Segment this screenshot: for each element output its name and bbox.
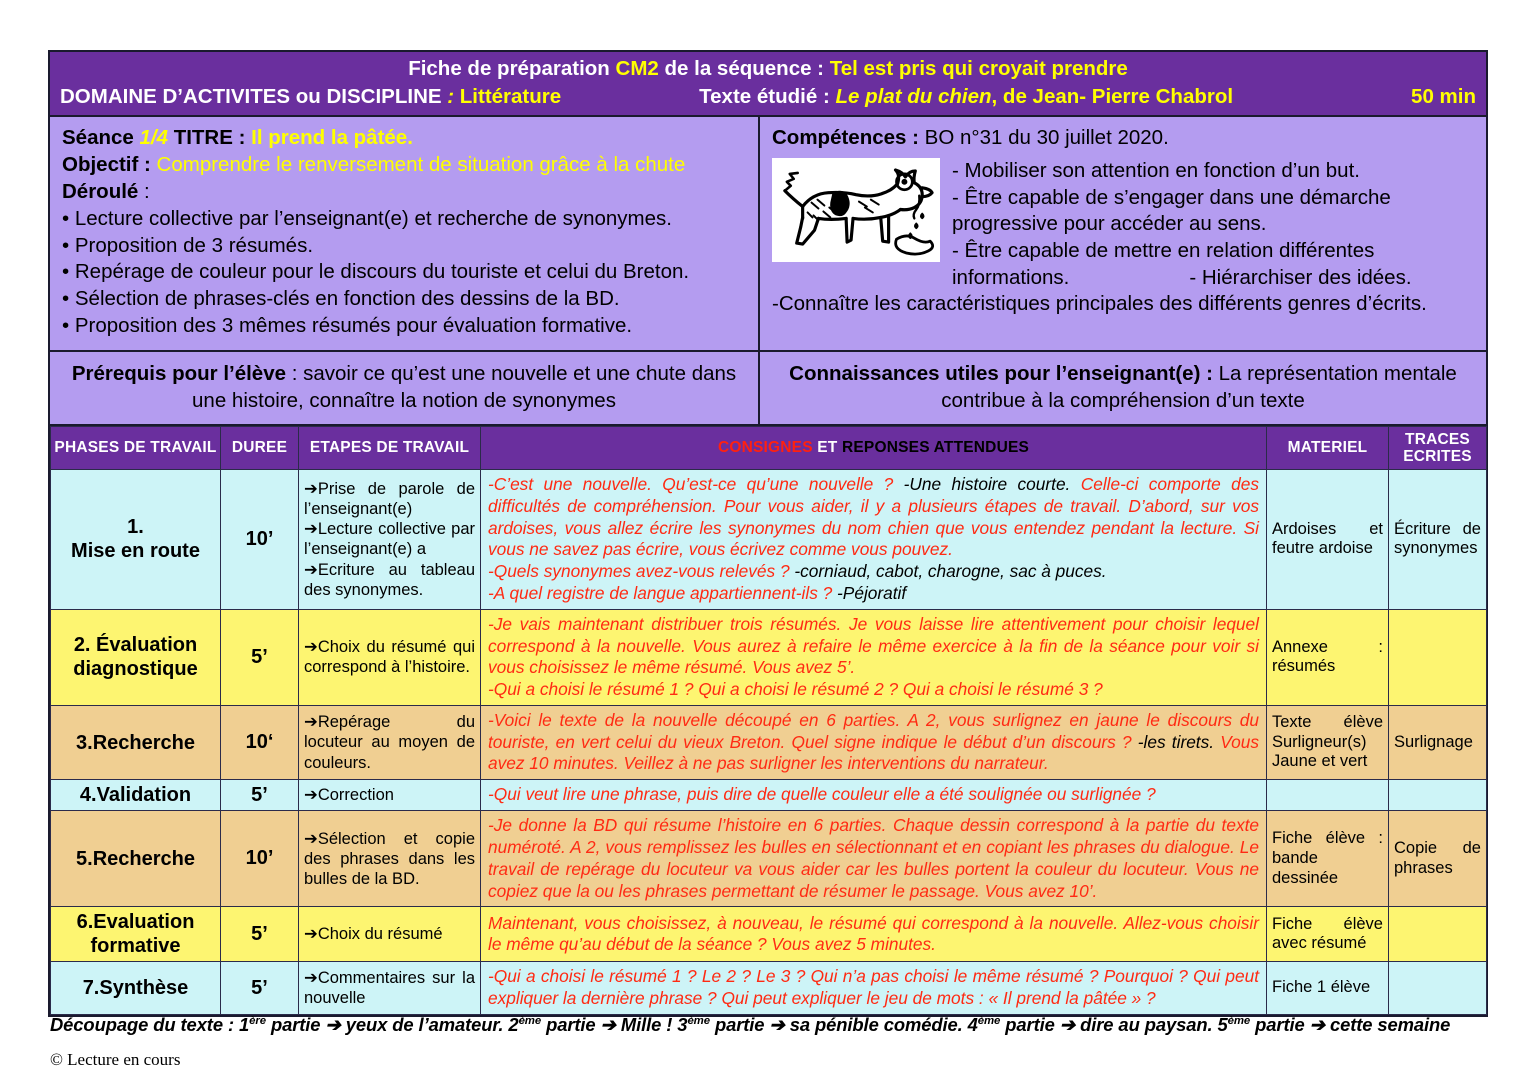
cell-etapes: ➔Commentaires sur la nouvelle	[299, 962, 481, 1015]
lesson-steps-table	[50, 426, 1487, 1015]
competence-item-split	[952, 265, 1476, 292]
title-band	[50, 52, 1486, 117]
cell-traces	[1389, 609, 1487, 705]
cell-traces	[1389, 907, 1487, 962]
cell-materiel: Texte élève Surligneur(s) Jaune et vert	[1267, 705, 1389, 779]
deroule-sep: :	[138, 179, 150, 203]
header-row	[51, 426, 1487, 469]
cell-phase: 5.Recherche	[51, 811, 221, 907]
table-row	[51, 811, 1487, 907]
prerequis-text: : savoir ce qu’est une nouvelle et une chute dans une histoire, connaître la notion de synonymes	[192, 362, 737, 413]
studied-text-author: , de Jean- Pierre Chabrol	[991, 84, 1234, 108]
cell-materiel: Fiche 1 élève	[1267, 962, 1389, 1015]
expected-answer: -corniaud, cabot, charogne, sac à puces.	[794, 561, 1107, 582]
header-consignes-black: REPONSES ATTENDUES	[842, 439, 1030, 457]
competences-body	[772, 158, 1476, 291]
header-phases: PHASES DE TRAVAIL	[51, 426, 221, 469]
competence-item: - Mobiliser son attention en fonction d’un but.	[952, 159, 1360, 183]
cell-phase: 6.Evaluation formative	[51, 907, 221, 962]
discipline-line	[60, 84, 1476, 111]
competences-list	[952, 158, 1476, 291]
header-consignes-and: ET	[812, 439, 842, 457]
footer-part: partie ➔ cette semaine	[1250, 1014, 1451, 1035]
footer-sup: ère	[249, 1014, 266, 1027]
prerequis-cell	[50, 352, 760, 424]
cell-materiel: Fiche élève avec résumé	[1267, 907, 1389, 962]
header-consignes	[481, 426, 1267, 469]
discipline-value: Littérature	[459, 84, 562, 108]
discipline-sep: :	[447, 84, 460, 108]
footer-prefix: Découpage du texte : 1	[50, 1014, 250, 1035]
cell-consignes	[481, 470, 1267, 610]
objectif-value: Comprendre le renversement de situation grâce à la chute	[156, 153, 686, 177]
competence-info-left: informations.	[952, 265, 1070, 289]
cell-consignes: -Qui a choisi le résumé 1 ? Le 2 ? Le 3 ? Qui n’a pas choisi le même résumé ? Pourquoi ? Qui peut expliquer la dernière phrase ? Qui peut expliquer le jeu de mots : « Il prend la pâtée » ?	[481, 962, 1267, 1015]
table-row	[51, 609, 1487, 705]
competences-panel	[760, 117, 1486, 350]
competence-item: progressive pour accéder au sens.	[952, 212, 1267, 236]
consigne-text: -Je vais maintenant distribuer trois résumés. Je vous laisse lire attentivement pour choisir lequel correspond à la nouvelle. Vous aurez à refaire le même exercice à la fin de la séance pour voir si vous choisissez le même résumé. Vous avez 5’.	[488, 613, 1259, 678]
cell-materiel: Fiche élève : bande dessinée	[1267, 811, 1389, 907]
cell-consignes: -Je donne la BD qui résume l’histoire en 6 parties. Chaque dessin correspond à la partie du texte numéroté. A 2, vous remplissez les bulles en sélectionnant et en copiant les phrases du dialogue. Le travail de repérage du locuteur va vous aider car les bulles portent la couleur du locuteur. Vous ne copiez que la ou les phrases permettant de résumer le passage. Vous avez 10’.	[481, 811, 1267, 907]
discipline-label: DOMAINE D’ACTIVITES ou DISCIPLINE	[60, 84, 448, 108]
cell-duree: 10‘	[221, 705, 299, 779]
lesson-plan-sheet	[48, 50, 1488, 1017]
deroule-line	[62, 179, 748, 206]
connaissances-cell	[760, 352, 1486, 424]
studied-text-group	[561, 84, 1411, 111]
cell-consignes: -Qui veut lire une phrase, puis dire de quelle couleur elle a été soulignée ou surlignée ?	[481, 780, 1267, 811]
footer-part: partie ➔ dire au paysan. 5	[1000, 1014, 1228, 1035]
cell-traces: Surlignage	[1389, 705, 1487, 779]
footer-part: partie ➔ yeux de l’amateur. 2	[265, 1014, 519, 1035]
cell-etapes: ➔Prise de parole de l’enseignant(e) ➔Lecture collective par l’enseignant(e) a ➔Ecriture au tableau des synonymes.	[299, 470, 481, 610]
cell-traces: Copie de phrases	[1389, 811, 1487, 907]
cell-traces	[1389, 780, 1487, 811]
seance-title-value: Il prend la pâtée.	[251, 126, 413, 150]
cell-etapes: ➔Correction	[299, 780, 481, 811]
footer-part: partie ➔ Mille ! 3	[541, 1014, 688, 1035]
competences-label: Compétences :	[772, 126, 925, 150]
cell-duree: 10’	[221, 470, 299, 610]
objectif-label: Objectif :	[62, 153, 157, 177]
deroule-step: • Sélection de phrases-clés en fonction des dessins de la BD.	[62, 287, 620, 311]
seance-title-line	[62, 125, 748, 152]
connaissances-label: Connaissances utiles pour l’enseignant(e) :	[789, 362, 1213, 386]
cell-etapes: ➔Repérage du locuteur au moyen de couleurs.	[299, 705, 481, 779]
cell-etapes: ➔Choix du résumé qui correspond à l’histoire.	[299, 609, 481, 705]
prerequis-label: Prérequis pour l’élève	[71, 362, 287, 386]
table-row	[51, 780, 1487, 811]
header-consignes-red: CONSIGNES	[717, 439, 813, 457]
table-header	[51, 426, 1487, 469]
sequence-title-line	[60, 56, 1476, 82]
objectif-line	[62, 152, 748, 179]
cell-etapes: ➔Choix du résumé	[299, 907, 481, 962]
consigne-text: -A quel registre de langue appartiennent-ils ?	[488, 582, 838, 603]
fiche-label: Fiche de préparation	[408, 57, 616, 80]
table-body	[51, 470, 1487, 1015]
session-duration: 50 min	[1411, 84, 1476, 108]
decoupage-footer	[50, 1014, 1490, 1036]
prerequisites-band	[50, 352, 1486, 426]
competence-last-line: -Connaître les caractéristiques principales des différents genres d’écrits.	[772, 292, 1427, 316]
sequence-label: de la séquence :	[658, 57, 830, 80]
seance-number: 1/4	[139, 126, 168, 150]
titre-label: TITRE :	[168, 126, 252, 150]
cell-etapes: ➔Sélection et copie des phrases dans les bulles de la BD.	[299, 811, 481, 907]
info-band	[50, 117, 1486, 352]
header-etapes: ETAPES DE TRAVAIL	[299, 426, 481, 469]
expected-answer: -les tirets.	[1137, 731, 1215, 752]
seance-label: Séance	[62, 126, 140, 150]
competence-item: - Être capable de mettre en relation différentes	[952, 239, 1375, 263]
competence-item: - Être capable de s’engager dans une démarche	[952, 185, 1391, 209]
cell-consignes: Maintenant, vous choisissez, à nouveau, le résumé qui correspond à la nouvelle. Allez-vous choisir le même qu’au début de la séance ? Vous avez 5 minutes.	[481, 907, 1267, 962]
deroule-step: • Proposition des 3 mêmes résumés pour évaluation formative.	[62, 314, 633, 338]
consigne-text: Vous avez 10 minutes. Veillez à ne pas surligner les interventions du narrateur.	[488, 731, 1259, 774]
deroule-step: • Proposition de 3 résumés.	[62, 233, 314, 257]
copyright-notice: © Lecture en cours	[50, 1050, 181, 1069]
table-row	[51, 962, 1487, 1015]
consigne-text: -Voici le texte de la nouvelle découpé en 6 parties. A 2, vous surlignez en jaune le discours du touriste, en vert celui du vieux Breton. Quel signe indique le début d’un discours ?	[488, 709, 1259, 752]
footer-sup: ème	[687, 1014, 710, 1027]
consigne-text: -Quels synonymes avez-vous relevés ?	[488, 561, 795, 582]
sequence-name: Tel est pris qui croyait prendre	[829, 57, 1128, 80]
competences-title-line	[772, 125, 1476, 152]
cell-duree: 5’	[221, 962, 299, 1015]
seance-panel	[50, 117, 760, 350]
cell-consignes	[481, 609, 1267, 705]
expected-answer: -Péjoratif	[837, 582, 907, 603]
dog-illustration-icon	[772, 158, 940, 262]
deroule-label: Déroulé	[62, 179, 139, 203]
cell-duree: 5’	[221, 609, 299, 705]
competences-reference: BO n°31 du 30 juillet 2020.	[924, 126, 1169, 150]
cell-materiel	[1267, 780, 1389, 811]
cell-consignes	[481, 705, 1267, 779]
cell-phase: 1. Mise en route	[51, 470, 221, 610]
cell-duree: 5’	[221, 907, 299, 962]
table-row	[51, 907, 1487, 962]
cell-phase: 2. Évaluation diagnostique	[51, 609, 221, 705]
competence-info-right: - Hiérarchiser des idées.	[1189, 265, 1412, 289]
table-row	[51, 705, 1487, 779]
studied-text-label: Texte étudié :	[699, 84, 836, 108]
cell-traces: Écriture de synonymes	[1389, 470, 1487, 610]
deroule-step: • Lecture collective par l’enseignant(e) et recherche de synonymes.	[62, 206, 672, 230]
consigne-text: Celle-ci comporte des difficultés de compréhension. Pour vous aider, il y a plusieurs étapes de travail. D’abord, sur vos ardoises, vous allez écrire les synonymes du nom chien que vous entendez pendant la lecture. Si vous ne savez pas écrire, vous écrivez comme vous pouvez.	[488, 474, 1260, 560]
table-row	[51, 470, 1487, 610]
consigne-text: -Qui a choisi le résumé 1 ? Qui a choisi le résumé 2 ? Qui a choisi le résumé 3 ?	[488, 679, 1103, 700]
studied-text-title: Le plat du chien	[835, 84, 992, 108]
header-duree: DUREE	[221, 426, 299, 469]
footer-sup: ème	[518, 1014, 542, 1027]
deroule-step: • Repérage de couleur pour le discours du touriste et celui du Breton.	[62, 260, 690, 284]
cell-phase: 3.Recherche	[51, 705, 221, 779]
level-badge: CM2	[615, 57, 659, 80]
expected-answer: -Une histoire courte.	[903, 474, 1071, 495]
cell-phase: 7.Synthèse	[51, 962, 221, 1015]
connaissances-text: La représentation mentale contribue à la compréhension d’un texte	[941, 362, 1457, 413]
cell-materiel: Ardoises et feutre ardoise	[1267, 470, 1389, 610]
consigne-text: -C’est une nouvelle. Qu’est-ce qu’une nouvelle ?	[488, 474, 904, 495]
header-materiel: MATERIEL	[1267, 426, 1389, 469]
cell-traces	[1389, 962, 1487, 1015]
discipline-group	[60, 84, 561, 111]
footer-sup: ème	[1227, 1014, 1251, 1027]
cell-duree: 10’	[221, 811, 299, 907]
footer-sup: ème	[977, 1014, 1001, 1027]
cell-materiel: Annexe : résumés	[1267, 609, 1389, 705]
cell-phase: 4.Validation	[51, 780, 221, 811]
footer-part: partie ➔ sa pénible comédie. 4	[709, 1014, 978, 1035]
header-traces: TRACES ECRITES	[1389, 426, 1487, 469]
cell-duree: 5’	[221, 780, 299, 811]
